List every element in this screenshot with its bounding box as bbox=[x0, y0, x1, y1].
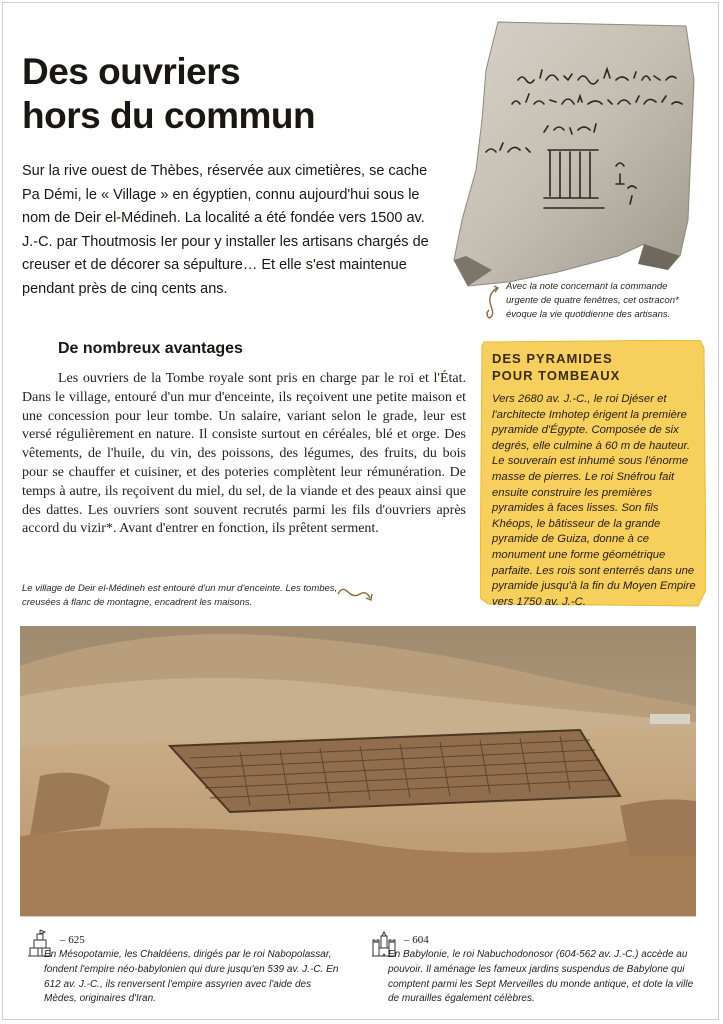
ostracon-image bbox=[448, 20, 696, 288]
timeline-text: En Babylonie, le roi Nabuchodonosor (604-562 av. J.-C.) accède au pouvoir. Il aménage les fameux jardins suspendus de Babylone qui comptent parmi les Sept Merveilles du monde antique, et dote la ville de murailles également célèbres. bbox=[388, 949, 694, 1005]
swirl-arrow-icon bbox=[483, 284, 503, 324]
timeline-divider bbox=[20, 916, 696, 917]
timeline-year: – 604 bbox=[404, 934, 429, 946]
sidebar-title bbox=[492, 350, 620, 384]
village-caption: Le village de Deir el-Médineh est entouré d'un mur d'enceinte. Les tombes, creusées à flanc de montagne, encadrent les maisons. bbox=[22, 583, 338, 608]
sidebar-title-line-2: POUR TOMBEAUX bbox=[492, 368, 621, 383]
body-text bbox=[22, 370, 466, 539]
ostracon-caption: Avec la note concernant la commande urgente de quatre fenêtres, cet ostracon* évoque la vie quotidienne des artisans. bbox=[506, 281, 679, 320]
timeline-text: En Mésopotamie, les Chaldéens, dirigés par le roi Nabopolassar, fondent l'empire néo-babylonien qui dure jusqu'en 539 av. J.-C. En 612 av. J.-C., ils renversent l'empire assyrien avec l'aide des Mèdes, originaires d'Iran. bbox=[44, 949, 339, 1005]
curved-arrow-icon bbox=[334, 584, 378, 610]
intro-paragraph: Sur la rive ouest de Thèbes, réservée aux cimetières, se cache Pa Démi, le « Village » en égyptien, connu aujourd'hui sous le nom de Deir el-Médineh. La localité a été fondée vers 1500 av. J.-C. par Thoutmosis Ier pour y installer les artisans chargés de creuser et de décorer sa sépulture… Et elle s'est maintenue pendant près de cinq cents ans. bbox=[22, 163, 429, 297]
sidebar-text: Vers 2680 av. J.-C., le roi Djéser et l'architecte Imhotep érigent la première pyramide d'Égypte. Composée de six degrés, elle culmine à 60 m de hauteur. Le souverain est inhumé sous l'énorme masse de pierres. Le roi Snéfrou fait ensuite construire les premières pyramides à faces lisses. Son fils Khéops, le bâtisseur de la grande pyramide de Guiza, donne à ce monument une forme géométrique parfaite. Les rois sont enterrés dans une pyramide jusqu'à la fin du Moyen Empire vers 1750 av. J.-C. bbox=[492, 393, 696, 608]
section-heading: De nombreux avantages bbox=[58, 340, 243, 357]
timeline-year: – 625 bbox=[60, 934, 85, 946]
sidebar-box bbox=[480, 340, 706, 608]
page-title bbox=[22, 50, 422, 138]
title-line-1: Des ouvriers bbox=[22, 51, 241, 92]
title-line-2: hors du commun bbox=[22, 95, 316, 136]
body-paragraph: Les ouvriers de la Tombe royale sont pris en charge par le roi et l'État. Dans le village, entouré d'un mur d'enceinte, ils reçoivent une petite maison et une concession pour leur tombe. Un salaire, variant selon le grade, leur est versé régulièrement en nature. Il consiste surtout en céréales, blé et orge. Des vêtements, de l'huile, du vin, des poissons, des légumes, des fruits, du bois pour se chauffer et cuisiner, et des poteries complètent leur rémunération. De temps à autre, ils reçoivent du miel, du sel, de la viande et des peaux ainsi que des dattes. Les ouvriers sont souvent recrutés parmi les fils d'ouvriers après accord du vizir*. Avant d'entrer en fonction, ils prêtent serment. bbox=[22, 371, 466, 537]
village-photo bbox=[20, 626, 696, 916]
sidebar-title-line-1: DES PYRAMIDES bbox=[492, 351, 613, 366]
